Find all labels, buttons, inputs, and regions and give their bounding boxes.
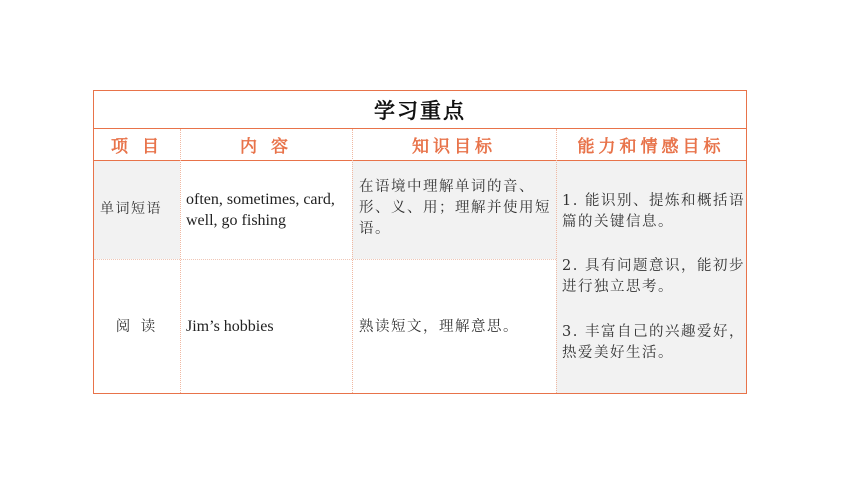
row-divider xyxy=(94,259,556,260)
ability-point-3: 3. 丰富自己的兴趣爱好，热爱美好生活。 xyxy=(562,324,745,361)
column-divider xyxy=(180,129,181,393)
key-points-table xyxy=(93,90,747,394)
ability-point-2: 2. 具有问题意识，能初步进行独立思考。 xyxy=(562,258,745,295)
header-content: 内 容 xyxy=(240,137,292,157)
column-divider xyxy=(352,129,353,393)
column-divider xyxy=(556,129,557,393)
header-knowledge: 知识目标 xyxy=(412,137,496,157)
reading-knowledge: 熟读短文，理解意思。 xyxy=(359,319,519,335)
header-row xyxy=(94,129,746,161)
ability-point-1: 1. 能识别、提炼和概括语篇的关键信息。 xyxy=(562,193,745,230)
vocab-content: often, sometimes, card, well, go fishing xyxy=(186,191,335,229)
table-title: 学习重点 xyxy=(94,91,746,129)
header-ability: 能力和情感目标 xyxy=(577,137,725,157)
header-item: 项 目 xyxy=(111,137,163,157)
reading-content: Jim’s hobbies xyxy=(186,318,274,335)
vocab-knowledge: 在语境中理解单词的音、形、义、用；理解并使用短语。 xyxy=(359,179,551,237)
vocab-item-label: 单词短语 xyxy=(100,201,162,217)
reading-item-label: 阅 读 xyxy=(115,319,159,335)
